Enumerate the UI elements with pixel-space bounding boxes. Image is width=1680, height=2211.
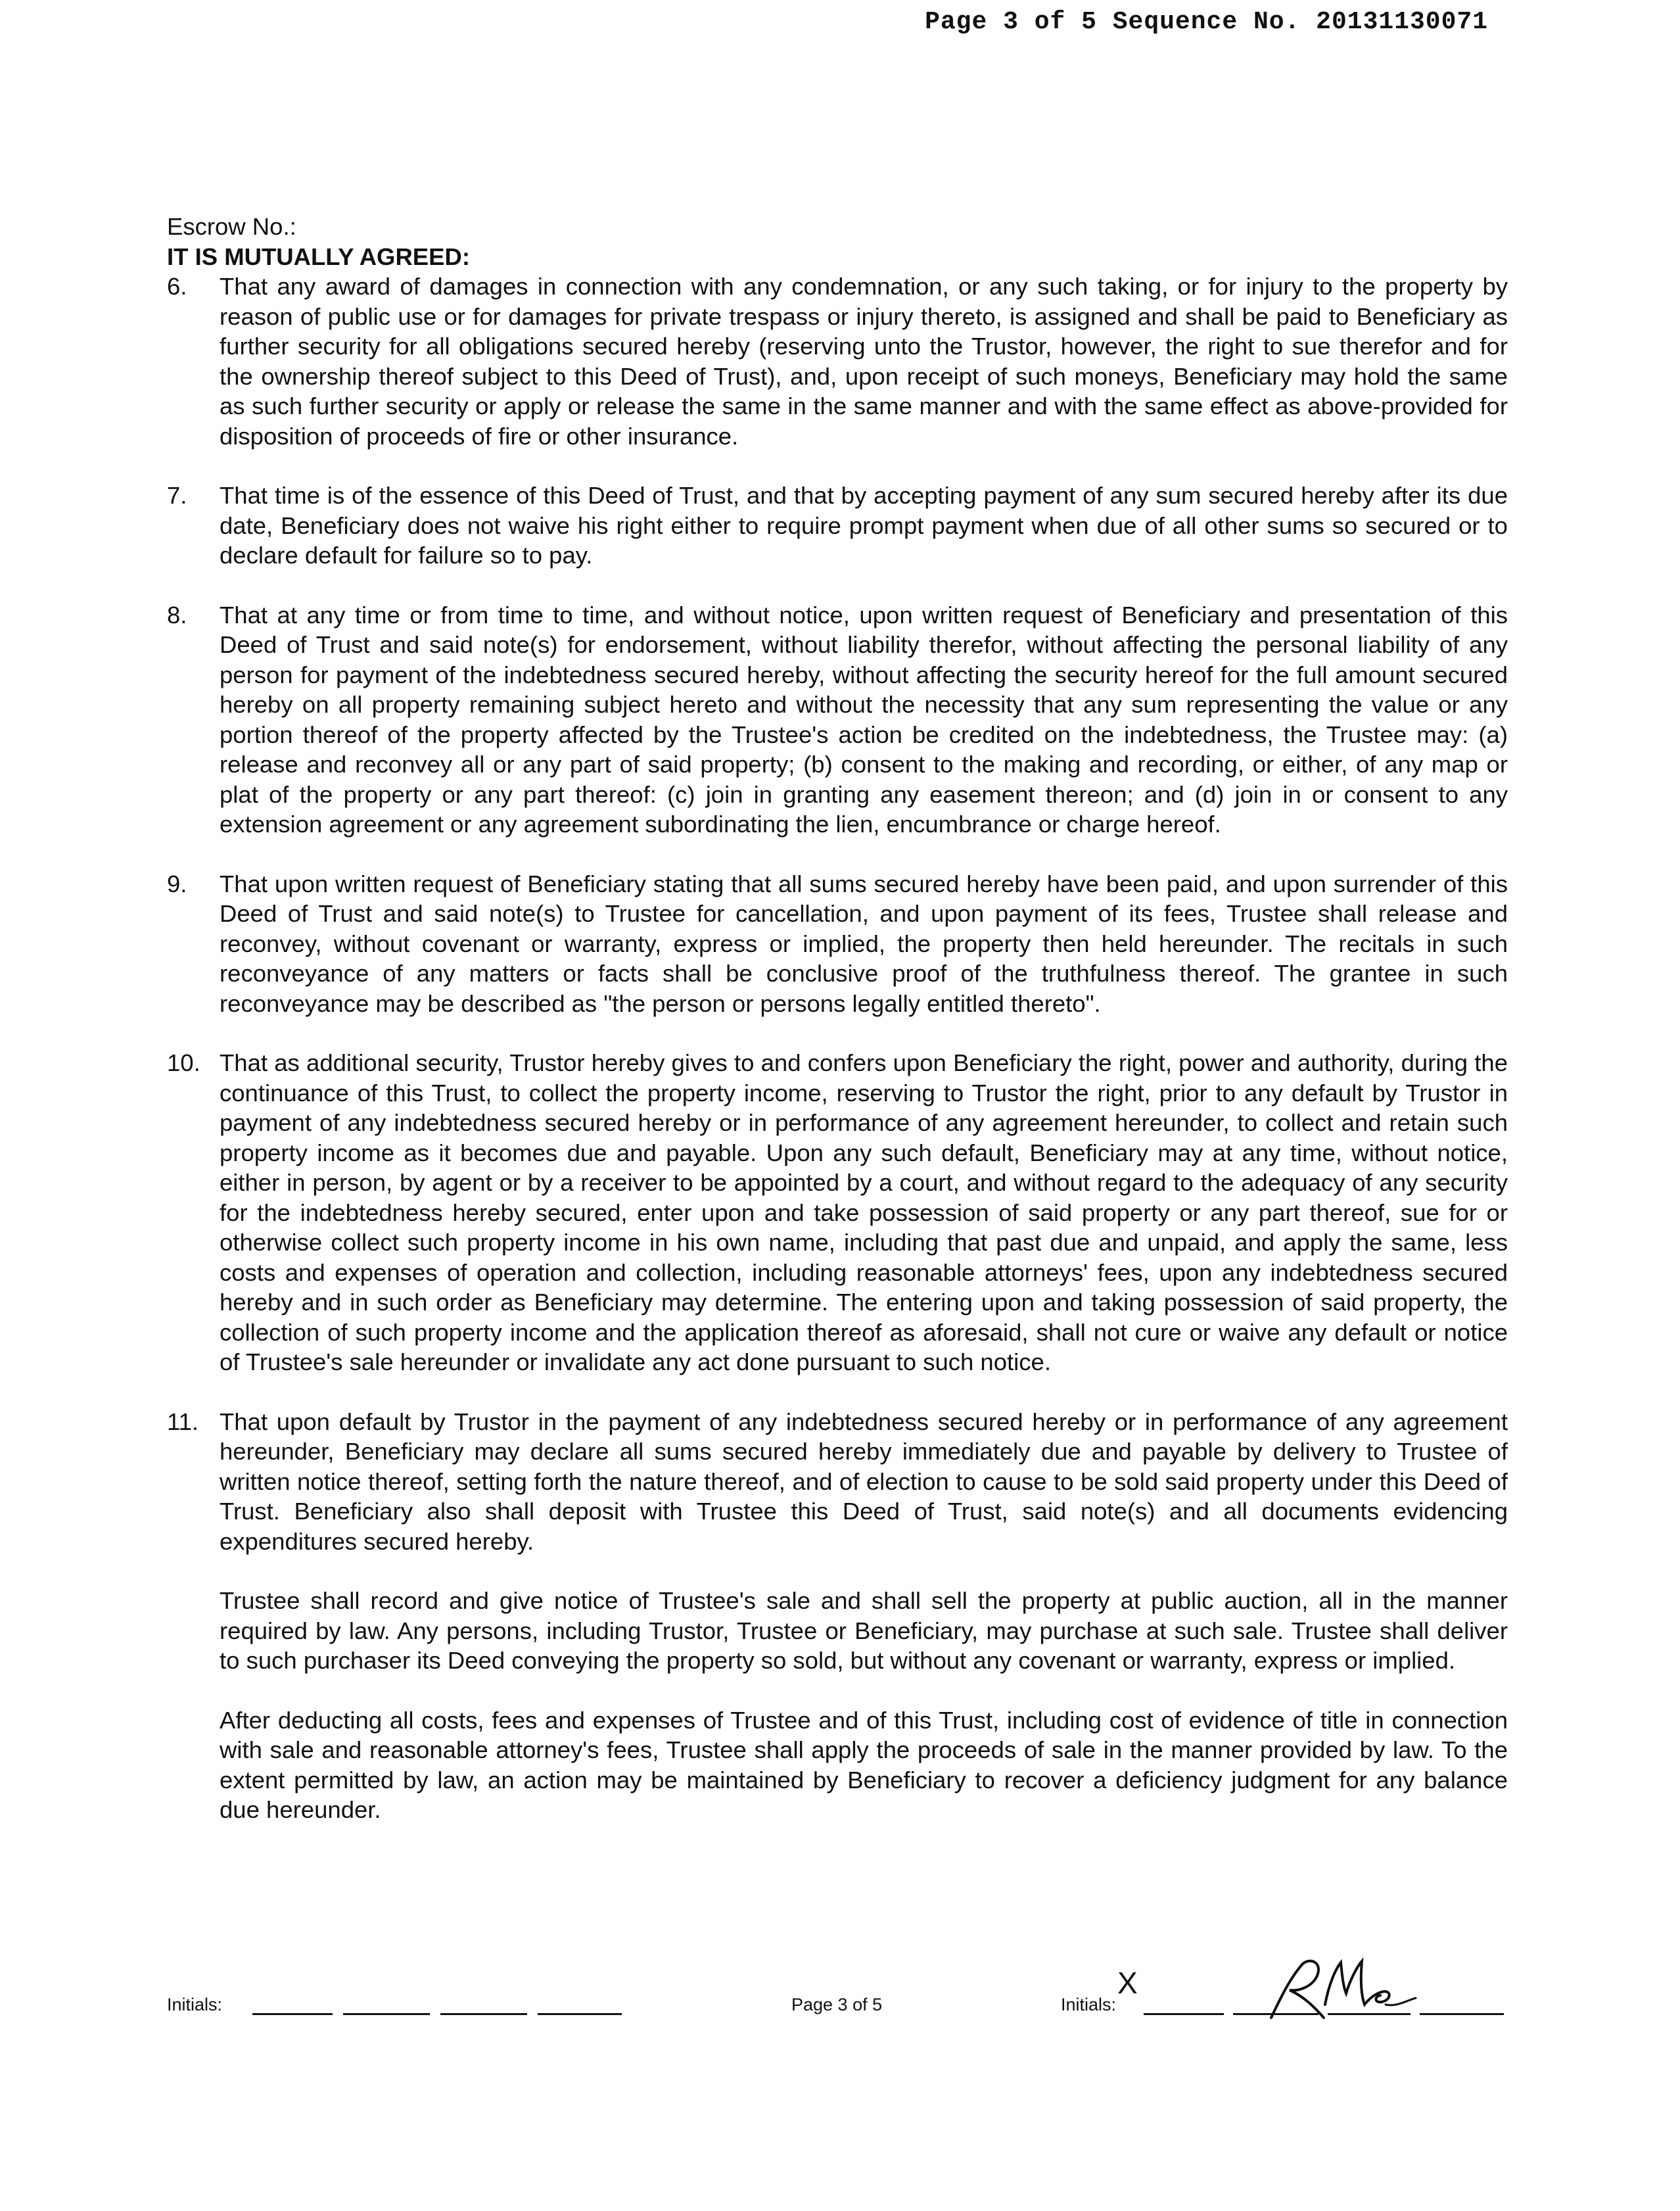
clause-10 — [167, 1048, 1508, 1377]
signature-x-mark: X — [1117, 1966, 1138, 2000]
clause-paragraph: After deducting all costs, fees and expenses of Trustee and of this Trust, including cost of evidence of title in connection with sale and reasonable attorney's fees, Trustee shall apply the proceeds of sale in the manner provided by law. To the extent permitted by law, an action may be maintained by Beneficiary to recover a deficiency judgment for any balance due hereunder. — [220, 1706, 1508, 1823]
clause-number: 10. — [167, 1049, 200, 1076]
document-body — [167, 212, 1508, 1855]
handwritten-initials-signature — [1251, 1957, 1442, 2023]
clause-paragraph: Trustee shall record and give notice of Trustee's sale and shall sell the property at public auction, all in the manner required by law. Any persons, including Trustor, Trustee or Beneficiary, may purchase at such sale. Trustee shall deliver to such purchaser its Deed conveying the property so sold, but without any covenant or warranty, express or implied. — [220, 1587, 1508, 1674]
clause-paragraph: That upon written request of Beneficiary stating that all sums secured hereby have been paid, and upon surrender of this Deed of Trust and said note(s) to Trustee for cancellation, and upon payment of its fees, Trustee shall release and reconvey, without covenant or warranty, express or implied, the property then held hereunder. The recitals in such reconveyance of any matters or facts shall be conclusive proof of the truthfulness thereof. The grantee in such reconveyance may be described as "the person or persons legally entitled thereto". — [220, 870, 1508, 1017]
initials-left-label: Initials: — [167, 1995, 223, 2014]
initials-blank — [343, 2013, 430, 2015]
mutually-agreed-heading: IT IS MUTUALLY AGREED: — [167, 243, 471, 270]
initials-right-label: Initials: — [1061, 1995, 1117, 2014]
clause-number: 11. — [167, 1408, 199, 1435]
clause-8 — [167, 600, 1508, 840]
clause-paragraph: That any award of damages in connection with any condemnation, or any such taking, or for injury to the property by reason of public use or for damages for private trespass or injury thereto, is assigned and shall be paid to Beneficiary as further security for all obligations secured hereby (reserving unto the Trustor, however, the right to sue therefor and for the ownership thereof subject to this Deed of Trust), and, upon receipt of such moneys, Beneficiary may hold the same as such further security or apply or release the same in the same manner and with the same effect as above-provided for disposition of proceeds of fire or other insurance. — [220, 273, 1508, 450]
page-sequence-header: Page 3 of 5 Sequence No. 20131130071 — [925, 8, 1488, 36]
clause-number: 7. — [167, 482, 187, 509]
initials-blank — [1144, 2013, 1224, 2015]
page-number-label: Page 3 of 5 — [791, 1995, 883, 2014]
initials-blank — [252, 2013, 333, 2015]
initials-blank — [440, 2013, 527, 2015]
clause-paragraph: That as additional security, Trustor hereby gives to and confers upon Beneficiary the right, power and authority, during the continuance of this Trust, to collect the property income, reserving to Trustor the right, prior to any default by Trustor in payment of any indebtedness secured hereby or in performance of any agreement hereunder, to collect and retain such property income as it becomes due and payable. Upon any such default, Beneficiary may at any time, without notice, either in person, by agent or by a receiver to be appointed by a court, and without regard to the adequacy of any security for the indebtedness hereby secured, enter upon and take possession of said property or any part thereof, sue for or otherwise collect such property income in his own name, including that past due and unpaid, and apply the same, less costs and expenses of operation and collection, including reasonable attorneys' fees, upon any indebtedness secured hereby and in such order as Beneficiary may determine. The entering upon and taking possession of said property, the collection of such property income and the application thereof as aforesaid, shall not cure or waive any default or notice of Trustee's sale hereunder or invalidate any act done pursuant to such notice. — [220, 1049, 1508, 1375]
clause-7 — [167, 481, 1508, 571]
clause-11 — [167, 1407, 1508, 1825]
clause-6 — [167, 272, 1508, 451]
initials-blank — [538, 2013, 622, 2015]
clause-number: 9. — [167, 870, 187, 897]
clause-number: 8. — [167, 601, 187, 629]
page-footer — [167, 1966, 1514, 2028]
clause-paragraph: That at any time or from time to time, and without notice, upon written request of Beneficiary and presentation of this Deed of Trust and said note(s) for endorsement, without liability therefor, without affecting the personal liability of any person for payment of the indebtedness secured hereby, without affecting the security hereof for the full amount secured hereby on all property remaining subject hereto and without the necessity that any sum representing the value or any portion thereof of the property affected by the Trustee's action be credited on the indebtedness, the Trustee may: (a) release and reconvey all or any part of said property; (b) consent to the making and recording, or either, of any map or plat of the property or any part thereof: (c) join in granting any easement thereon; and (d) join in or consent to any extension agreement or any agreement subordinating the lien, encumbrance or charge hereof. — [220, 601, 1508, 838]
clause-paragraph: That time is of the essence of this Deed of Trust, and that by accepting payment of any sum secured hereby after its due date, Beneficiary does not waive his right either to require prompt payment when due of all other sums so secured or to declare default for failure so to pay. — [220, 482, 1508, 569]
escrow-number-label: Escrow No.: — [167, 213, 296, 240]
clause-9 — [167, 869, 1508, 1019]
clause-paragraph: That upon default by Trustor in the payment of any indebtedness secured hereby or in performance of any agreement hereunder, Beneficiary may declare all sums secured hereby immediately due and payable by delivery to Trustee of written notice thereof, setting forth the nature thereof, and of election to cause to be sold said property under this Deed of Trust. Beneficiary also shall deposit with Trustee this Deed of Trust, said note(s) and all documents evidencing expenditures secured hereby. — [220, 1408, 1508, 1555]
clause-number: 6. — [167, 273, 187, 300]
